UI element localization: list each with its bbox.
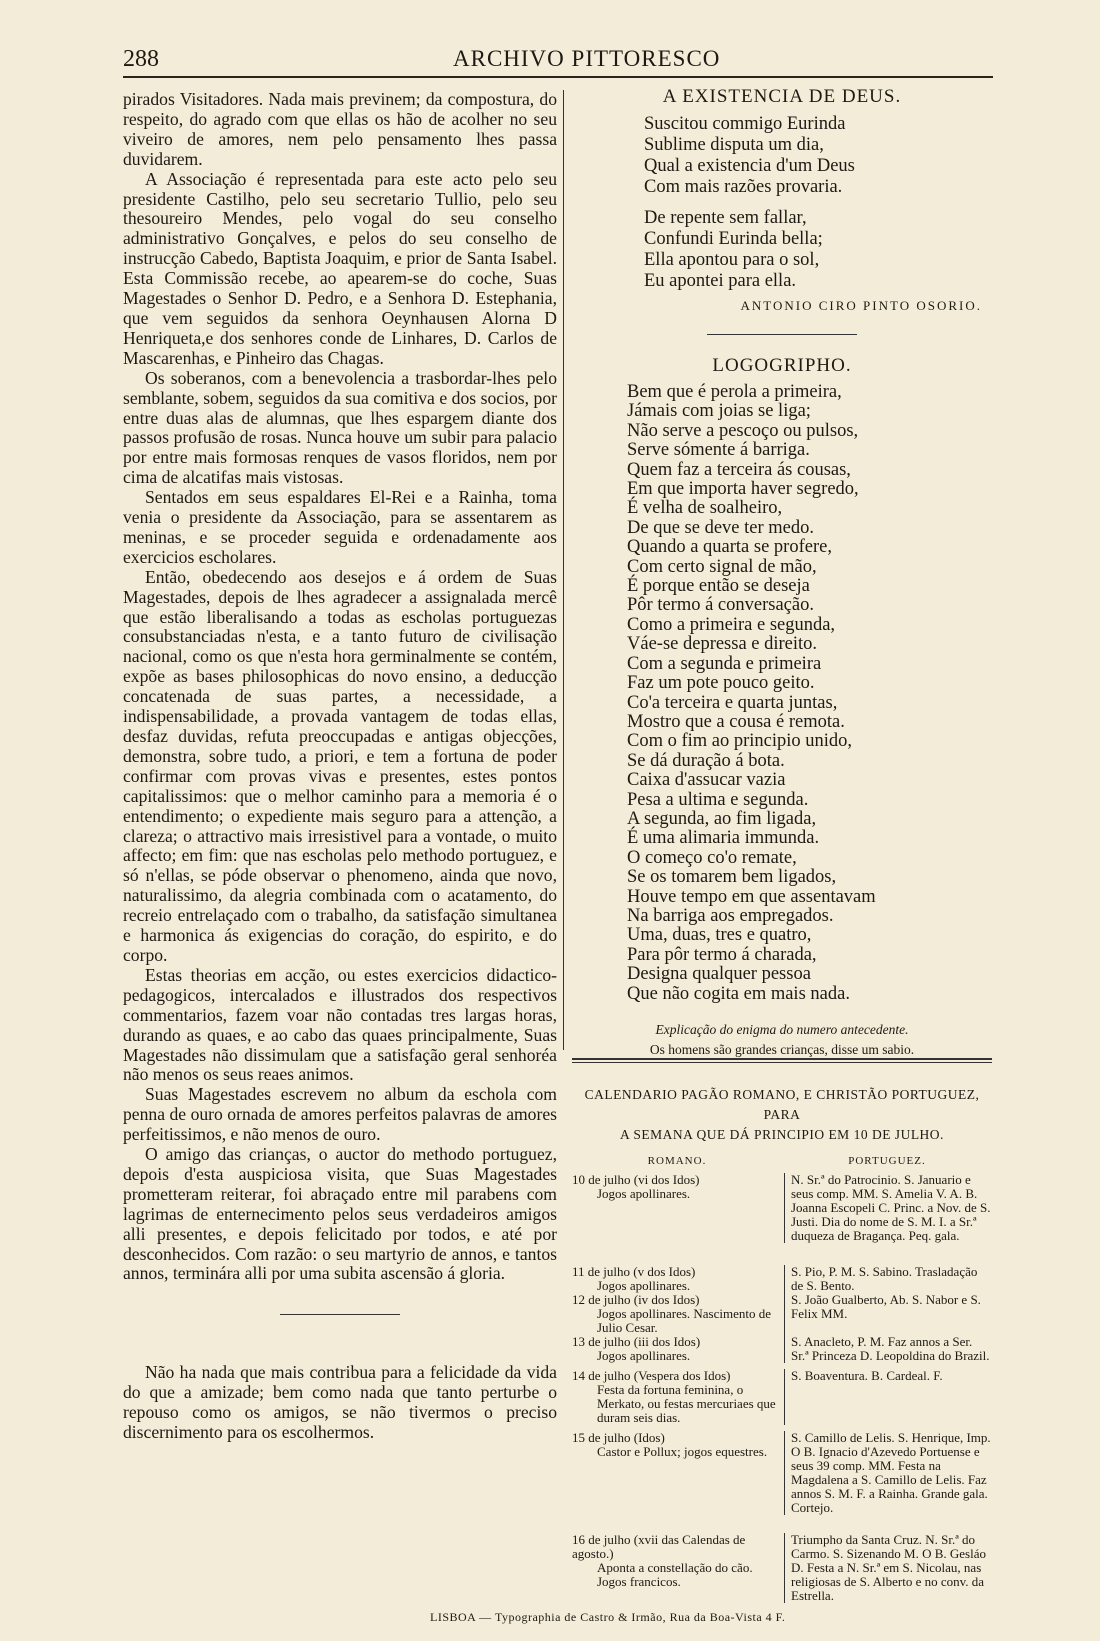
calendar-row xyxy=(572,1265,992,1293)
calendar-row xyxy=(572,1335,992,1363)
explanation-text: Os homens são grandes crianças, disse um sabio. xyxy=(649,1042,915,1057)
logogripho-line: Designa qualquer pessoa xyxy=(627,964,811,985)
poem-stanza xyxy=(644,208,992,292)
logogripho-line: Mostro que a cousa é remota. xyxy=(627,711,845,732)
article-paragraph: Os soberanos, com a benevolencia a trasbordar-lhes pelo semblante, sobem, seguidos da sua comitiva e dos socios, por entre duas alas de alumnas, que lhes espargem diante dos passos profusão de rosas. Nunca houve um subir para palacio por entre mais formosas renques de vasos floridos, nem por cima de alcatifas mais vistosas. xyxy=(123,367,557,488)
page-header xyxy=(123,46,993,78)
logogripho-line: É porque então se deseja xyxy=(627,576,810,597)
romano-observance: Castor e Pollux; jogos equestres. xyxy=(597,1444,768,1459)
calendar-row xyxy=(572,1173,992,1243)
closing-paragraph: Não ha nada que mais contribua para a felicidade da vida do que a amizade; bem como nada que tanto perturbe o repouso como os amigos, se não tivermos o preciso discernimento para os escolhermos. xyxy=(123,1362,557,1443)
logogripho-line: Em que importa haver segredo, xyxy=(627,479,859,500)
logogripho-line: Não serve a pescoço ou pulsos, xyxy=(627,420,859,441)
poem-line: Sublime disputa um dia, xyxy=(644,135,824,155)
logogripho-line: Váe-se depressa e direito. xyxy=(627,634,818,655)
logogripho-line: Que não cogita em mais nada. xyxy=(627,983,850,1004)
romano-date: 10 de julho (vi dos Idos) xyxy=(572,1172,700,1187)
calendar-row xyxy=(572,1533,992,1603)
poem-title: A EXISTENCIA DE DEUS. xyxy=(662,86,902,107)
logogripho-line: Quem faz a terceira ás cousas, xyxy=(627,459,851,480)
poem-author: ANTONIO CIRO PINTO OSORIO. xyxy=(740,298,982,313)
romano-cell xyxy=(572,1533,784,1603)
article-paragraph: Estas theorias em acção, ou estes exercicios didactico-pedagogicos, intercalados e illustrados dos respectivos commentarios, fazem voar não contadas tres largas horas, durando as quaes, e ao cabo das quaes principalmente, Suas Magestades não dissimulam que a satisfação geral senhoréa não menos os seus reaes animos. xyxy=(123,964,557,1085)
poem-line: De repente sem fallar, xyxy=(644,208,807,228)
section-divider xyxy=(707,334,857,335)
calendar-section xyxy=(572,1085,992,1603)
portuguez-cell: S. Camillo de Lelis. S. Henrique, Imp. O B. Ignacio d'Azevedo Portuense e seus 39 comp. MM. Festa na Magdalena a S. Camillo de Lelis. Faz annos S. M. F. a Rainha. Grande gala. Cortejo. xyxy=(784,1431,992,1515)
romano-cell xyxy=(572,1173,784,1243)
logogripho-line: Com o fim ao principio unido, xyxy=(627,731,853,752)
logogripho-line: Quando a quarta se profere, xyxy=(627,537,832,558)
running-title: ARCHIVO PITTORESCO xyxy=(453,46,721,71)
romano-date: 16 de julho (xvii das Calendas de agosto.) xyxy=(572,1532,746,1561)
logogripho-line: Jámais com joias se liga; xyxy=(627,401,811,422)
romano-observance: Festa da fortuna feminina, o Merkato, ou festas mercuriaes que duram seis dias. xyxy=(597,1382,776,1425)
article-paragraph: O amigo das crianças, o auctor do methodo portuguez, depois d'esta auspiciosa visita, que Suas Magestades prometteram reiterar, foi abraçado entre mil parabens com lagrimas de enternecimento pelos seus verdadeiros amigos alli presentes, e depois felicitado por todos, e até por desconhecidos. Com razão: o seu martyrio de annos, e tantos annos, terminára alli por uma subita ascensão á gloria. xyxy=(123,1144,557,1284)
logogripho-line: De que se deve ter medo. xyxy=(627,517,814,538)
calendar-title xyxy=(572,1085,992,1145)
article-paragraph: Sentados em seus espaldares El-Rei e a Rainha, toma venia o presidente da Associação, para se assentarem as meninas, e se proceder seguida e ordenadamente aos exercicios escholares. xyxy=(123,487,557,567)
poem-line: Eu apontei para ella. xyxy=(644,271,797,291)
poem-stanza xyxy=(644,114,992,198)
logogripho-body xyxy=(627,383,992,1004)
romano-observance: Aponta a constellação do cão. Jogos francicos. xyxy=(597,1560,753,1589)
romano-cell xyxy=(572,1265,784,1293)
portuguez-cell: Triumpho da Santa Cruz. N. Sr.ª do Carmo. S. Sizenando M. O B. Gesláo D. Festa a N. Sr.ª em S. Nicolau, nas religiosas de S. Alberto e no conv. da Estrella. xyxy=(784,1533,992,1603)
section-divider xyxy=(572,1058,992,1060)
calendar-column-headers xyxy=(572,1155,992,1167)
right-column xyxy=(572,86,992,1058)
romano-observance: Jogos apollinares. xyxy=(597,1278,691,1293)
portuguez-cell: S. João Gualberto, Ab. S. Nabor e S. Felix MM. xyxy=(784,1293,992,1335)
logogripho-line: Uma, duas, tres e quatro, xyxy=(627,925,812,946)
logogripho-line: Serve sómente á barriga. xyxy=(627,440,810,461)
poem-line: Com mais razões provaria. xyxy=(644,177,843,197)
portuguez-cell: S. Boaventura. B. Cardeal. F. xyxy=(784,1369,992,1425)
poem-line: Confundi Eurinda bella; xyxy=(644,229,823,249)
romano-date: 15 de julho (Idos) xyxy=(572,1430,665,1445)
logogripho-line: Com certo signal de mão, xyxy=(627,556,817,577)
romano-date: 11 de julho (v dos Idos) xyxy=(572,1264,696,1279)
logogripho-line: É uma alimaria immunda. xyxy=(627,828,820,849)
romano-observance: Jogos apollinares. Nascimento de Julio Cesar. xyxy=(597,1306,772,1335)
article-paragraph: pirados Visitadores. Nada mais previnem; da compostura, do respeito, do agrado com que ellas os hão de acolher no seu viveiro de amores, nem pelo pensamento lhes passa duvidarem. xyxy=(123,90,557,169)
romano-date: 14 de julho (Vespera dos Idos) xyxy=(572,1368,731,1383)
logogripho-line: O começo co'o remate, xyxy=(627,847,797,868)
section-divider xyxy=(572,1062,992,1063)
portuguez-cell: N. Sr.ª do Patrocinio. S. Januario e seus comp. MM. S. Amelia V. A. B. Joanna Escopeli C. Princ. a Nov. de S. Justi. Dia do nome de S. M. I. a Sr.ª duqueza de Bragança. Peq. gala. xyxy=(784,1173,992,1243)
calendar-table xyxy=(572,1173,992,1603)
poem-body xyxy=(644,114,992,292)
calendar-title-line: CALENDARIO PAGÃO ROMANO, E CHRISTÃO PORTUGUEZ, PARA xyxy=(584,1087,980,1122)
printer-imprint: LISBOA — Typographia de Castro & Irmão, Rua da Boa-Vista 4 F. xyxy=(430,1610,786,1624)
romano-cell xyxy=(572,1335,784,1363)
logogripho-line: Como a primeira e segunda, xyxy=(627,614,836,635)
column-header-romano: ROMANO. xyxy=(647,1155,707,1167)
logogripho-line: Co'a terceira e quarta juntas, xyxy=(627,692,838,713)
logogripho-line: Se os tomarem bem ligados, xyxy=(627,867,837,888)
romano-date: 13 de julho (iii dos Idos) xyxy=(572,1334,701,1349)
article-paragraph: Então, obedecendo aos desejos e á ordem de Suas Magestades, depois de lhes agradecer a assignalada mercê que estão liberalisando a todas as escholas portuguezas consubstanciadas n'esta, e a tanto futuro de civilisação nacional, como os que n'esta hora germinalmente se contém, expõe as bases philosophicas do novo ensino, a deducção concatenada de suas partes, a necessidade, a indispensabilidade, a provada vantagem de todas ellas, desfaz duvidas, refuta preoccupadas e antigas objecções, demonstra, sobre tudo, a priori, e tem a fortuna de poder confirmar com provas vivas e presentes, estes pontos capitalissimos: que o melhor caminho para a memoria é o entendimento; o expediente mais seguro para a attenção, a clareza; o attractivo mais irresistivel para a vontade, o muito affecto; em fim: que nas escholas pelo methodo portuguez, e só n'ellas, se póde observar o phenomeno, ainda que novo, naturalissimo, da alegria combinada com o acatamento, do recreio entrelaçado com o trabalho, da satisfação simultanea e harmonica ás exigencias do coração, do espirito, e do corpo. xyxy=(123,566,557,965)
portuguez-cell: S. Pio, P. M. S. Sabino. Trasladação de S. Bento. xyxy=(784,1265,992,1293)
logogripho-line: Com a segunda e primeira xyxy=(627,653,822,674)
logogripho-line: Pesa a ultima e segunda. xyxy=(627,789,809,810)
poem-line: Qual a existencia d'um Deus xyxy=(644,156,855,176)
section-divider xyxy=(280,1314,400,1315)
enigma-explanation xyxy=(572,1022,992,1058)
logogripho-line: Se dá duração á bota. xyxy=(627,750,785,771)
portuguez-cell: S. Anacleto, P. M. Faz annos a Ser. Sr.ª Princeza D. Leopoldina do Brazil. xyxy=(784,1335,992,1363)
calendar-title-line: A SEMANA QUE DÁ PRINCIPIO EM 10 DE JULHO. xyxy=(620,1127,944,1142)
logogripho-line: Na barriga aos empregados. xyxy=(627,905,834,926)
logogripho-line: Para pôr termo á charada, xyxy=(627,944,817,965)
explanation-title: Explicação do enigma do numero antecedente. xyxy=(655,1022,909,1037)
calendar-row xyxy=(572,1369,992,1425)
romano-cell xyxy=(572,1369,784,1425)
left-column-article xyxy=(123,90,557,1495)
poem-line: Suscitou commigo Eurinda xyxy=(644,114,846,134)
calendar-row xyxy=(572,1431,992,1515)
article-paragraph: Suas Magestades escrevem no album da eschola com penna de ouro ornada de amores perfeitos palavras de amores perfeitissimos, e não menos de ouro. xyxy=(123,1084,557,1145)
column-rule xyxy=(563,90,564,1050)
logogripho-line: Pôr termo á conversação. xyxy=(627,595,814,616)
logogripho-line: Houve tempo em que assentavam xyxy=(627,886,876,907)
article-paragraph: A Associação é representada para este acto pelo seu presidente Castilho, pelo seu secretario Tullio, pelo seu thesoureiro Mendes, pelo vogal do seu conselho administrativo Gonçalves, e pelos do seu conselho de instrucção Cabedo, Baptista Joaquim, e prior de Santa Isabel. Esta Commissão recebe, ao apearem-se do coche, Suas Magestades o Senhor D. Pedro, e a Senhora D. Estephania, que vem seguidos da senhora Oeynhausen Alorna D Henriqueta,e dos senhores conde de Linhares, D. Carlos de Mascarenhas, e Pinheiro das Chagas. xyxy=(123,168,557,368)
poem-line: Ella apontou para o sol, xyxy=(644,250,820,270)
romano-observance: Jogos apollinares. xyxy=(597,1186,691,1201)
logogripho-line: É velha de soalheiro, xyxy=(627,498,783,519)
calendar-row xyxy=(572,1293,992,1335)
logogripho-title: LOGOGRIPHO. xyxy=(712,355,852,376)
logogripho-line: A segunda, ao fim ligada, xyxy=(627,808,817,829)
romano-cell xyxy=(572,1293,784,1335)
romano-date: 12 de julho (iv dos Idos) xyxy=(572,1292,700,1307)
romano-cell xyxy=(572,1431,784,1515)
logogripho-line: Faz um pote pouco geito. xyxy=(627,673,815,694)
page-number: 288 xyxy=(123,46,159,72)
romano-observance: Jogos apollinares. xyxy=(597,1348,691,1363)
logogripho-line: Caixa d'assucar vazia xyxy=(627,770,786,791)
logogripho-line: Bem que é perola a primeira, xyxy=(627,382,842,402)
column-header-portuguez: PORTUGUEZ. xyxy=(848,1155,926,1167)
